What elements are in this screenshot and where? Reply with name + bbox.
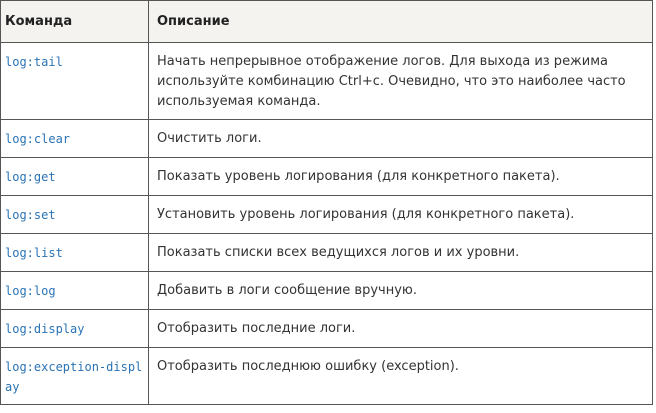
description-cell: Показать списки всех ведущихся логов и их уровни. bbox=[149, 234, 653, 272]
header-command: Команда bbox=[1, 1, 149, 43]
command-cell: log:get bbox=[1, 158, 149, 196]
table-row bbox=[1, 158, 653, 196]
description-cell: Отобразить последние логи. bbox=[149, 310, 653, 348]
table-row bbox=[1, 196, 653, 234]
command-cell: log:clear bbox=[1, 120, 149, 158]
command-cell: log:tail bbox=[1, 43, 149, 120]
table-row bbox=[1, 272, 653, 310]
command-cell: log:log bbox=[1, 272, 149, 310]
table-row bbox=[1, 348, 653, 405]
command-cell: log:exception-display bbox=[1, 348, 149, 405]
description-cell: Очистить логи. bbox=[149, 120, 653, 158]
description-cell: Отобразить последнюю ошибку (exception). bbox=[149, 348, 653, 405]
table-row bbox=[1, 120, 653, 158]
command-cell: log:list bbox=[1, 234, 149, 272]
header-description: Описание bbox=[149, 1, 653, 43]
table-header-row bbox=[1, 1, 653, 43]
description-cell: Добавить в логи сообщение вручную. bbox=[149, 272, 653, 310]
description-cell: Начать непрерывное отображение логов. Для выхода из режима используйте комбинацию Ctrl+c. Очевидно, что это наиболее часто используемая команда. bbox=[149, 43, 653, 120]
command-cell: log:set bbox=[1, 196, 149, 234]
table-row bbox=[1, 43, 653, 120]
description-cell: Установить уровень логирования (для конкретного пакета). bbox=[149, 196, 653, 234]
table-row bbox=[1, 234, 653, 272]
table-row bbox=[1, 310, 653, 348]
description-cell: Показать уровень логирования (для конкретного пакета). bbox=[149, 158, 653, 196]
command-cell: log:display bbox=[1, 310, 149, 348]
